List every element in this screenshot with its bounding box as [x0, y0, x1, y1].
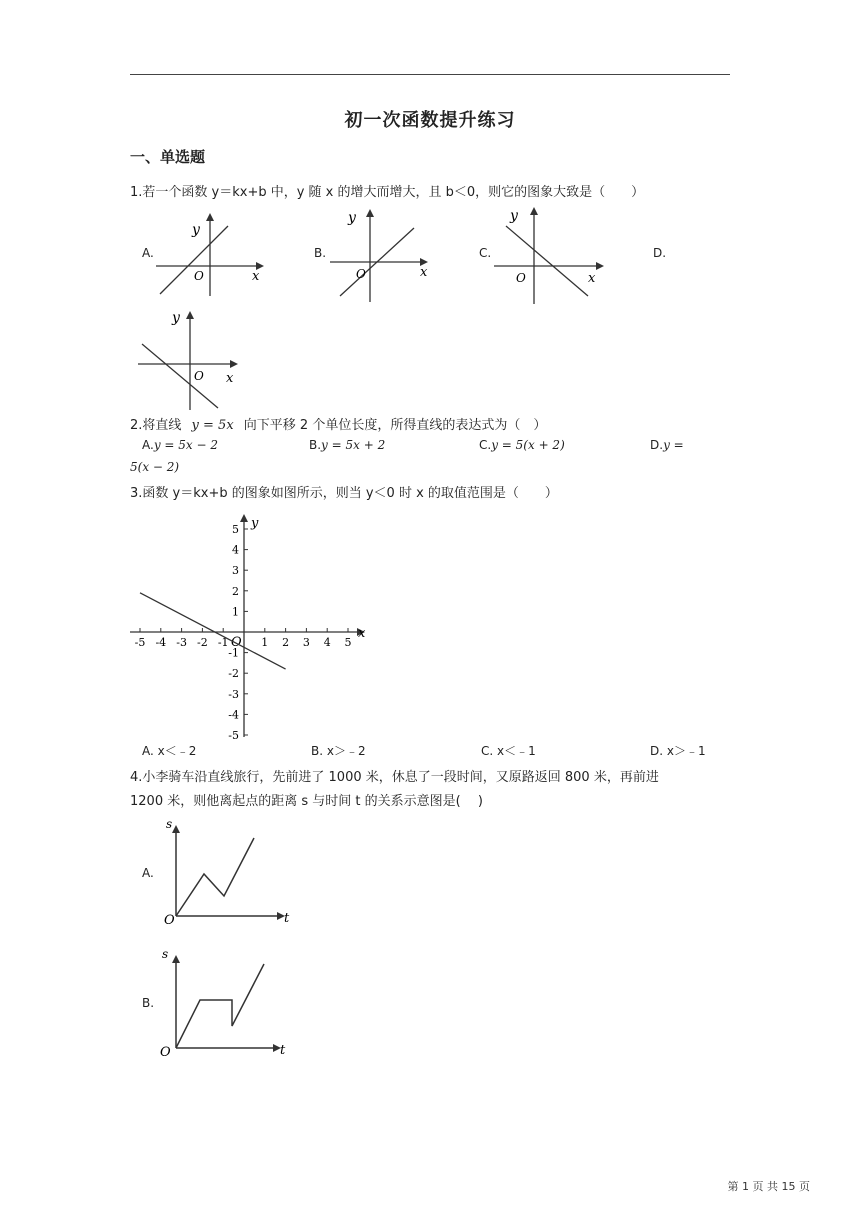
- q1-option-b-label: B.: [314, 246, 327, 260]
- y-tick-label--1: -1: [228, 646, 239, 660]
- q1-option-a-label: A.: [142, 246, 154, 260]
- s-axis-arrow: [172, 825, 180, 833]
- q3-chart: [128, 500, 372, 740]
- q2-option-a: A.y = 5x − 2: [142, 438, 218, 452]
- y-label: y: [172, 310, 180, 326]
- y-axis-label: y: [251, 516, 259, 531]
- graph-line: [176, 838, 254, 916]
- y-tick-label-4: 4: [232, 543, 239, 557]
- q1-graph-c: [494, 202, 610, 306]
- question-1-text: 1.若一个函数 y＝kx+b 中，y 随 x 的增大而增大，且 b＜0，则它的图象大致是（ ）: [130, 185, 645, 200]
- y-label: y: [192, 222, 200, 238]
- graph-line: [142, 344, 218, 408]
- y-axis-arrow: [186, 311, 194, 319]
- y-label: y: [348, 210, 356, 226]
- y-tick-label--3: -3: [228, 687, 239, 701]
- section-heading: 一、单选题: [130, 148, 206, 166]
- y-tick-label--5: -5: [228, 729, 239, 740]
- x-axis-arrow: [230, 360, 238, 368]
- q4-graph-b: [158, 944, 294, 1060]
- q4-option-a-label: A.: [142, 866, 154, 880]
- t-label: t: [280, 1043, 286, 1058]
- page-footer: 第 1 页 共 15 页: [727, 1180, 810, 1193]
- x-label: x: [588, 271, 596, 286]
- x-tick-label--3: -3: [176, 636, 187, 649]
- s-axis-arrow: [172, 955, 180, 963]
- x-tick-label-3: 3: [302, 636, 310, 649]
- origin-label: O: [194, 369, 204, 383]
- y-axis-arrow: [240, 514, 248, 522]
- y-tick-label-5: 5: [232, 523, 239, 536]
- series-line-0: [140, 593, 286, 669]
- origin-label: O: [164, 913, 175, 926]
- q1-option-d-label: D.: [653, 246, 667, 260]
- x-tick-label-2: 2: [282, 636, 290, 649]
- q2-option-d-cont: 5(x − 2): [130, 460, 180, 474]
- x-tick-label--5: -5: [134, 636, 146, 649]
- x-tick-label--2: -2: [197, 636, 208, 649]
- q3-option-a: A. x＜﹣2: [142, 744, 197, 758]
- y-label: y: [510, 208, 518, 224]
- x-tick-label-5: 5: [344, 636, 352, 649]
- question-2-text: [130, 414, 546, 433]
- q2-option-b: B.y = 5x + 2: [309, 438, 386, 452]
- y-axis-arrow: [206, 213, 214, 221]
- y-tick-label-2: 2: [232, 584, 239, 598]
- x-axis-label: x: [358, 626, 366, 641]
- x-tick-label--1: -1: [217, 636, 229, 649]
- y-tick-label--4: -4: [228, 708, 239, 722]
- q4-graph-a: [158, 814, 294, 926]
- q3-option-b: B. x＞﹣2: [311, 744, 366, 758]
- q1-graph-b: [330, 204, 434, 304]
- q2-option-d: D.y =: [650, 438, 684, 452]
- y-tick-label--2: -2: [228, 667, 239, 681]
- q1-option-c-label: C.: [479, 246, 492, 260]
- x-label: x: [226, 371, 234, 386]
- y-axis-arrow: [530, 207, 538, 215]
- q2-option-c: C.y = 5(x + 2): [479, 438, 565, 452]
- s-label: s: [166, 817, 173, 831]
- t-label: t: [284, 911, 290, 926]
- origin-label: O: [516, 271, 526, 285]
- q1-graph-d: [138, 306, 244, 412]
- origin-label: O: [231, 635, 242, 650]
- x-tick-label-1: 1: [261, 636, 269, 649]
- x-label: x: [420, 265, 428, 280]
- q2-text-post: 向下平移 2 个单位长度，所得直线的表达式为（ ）: [243, 418, 547, 433]
- graph-line: [506, 226, 588, 296]
- origin-label: O: [160, 1045, 171, 1060]
- q3-option-c: C. x＜﹣1: [481, 744, 536, 758]
- origin-label: O: [194, 269, 204, 283]
- page-title: 初一次函数提升练习: [344, 110, 516, 131]
- origin-label: O: [356, 267, 366, 281]
- q2-expr: y = 5x: [191, 418, 234, 433]
- x-label: x: [252, 269, 260, 284]
- header-rule: [130, 74, 730, 75]
- s-label: s: [162, 947, 169, 961]
- graph-line: [176, 964, 264, 1048]
- q1-graph-a: [156, 208, 268, 300]
- x-tick-label--4: -4: [155, 636, 167, 649]
- question-4-line-2: 1200 米，则他离起点的距离 s 与时间 t 的关系示意图是( ): [130, 794, 483, 809]
- x-tick-label-4: 4: [323, 636, 331, 649]
- x-axis-arrow: [596, 262, 604, 270]
- q3-option-d: D. x＞﹣1: [650, 744, 706, 758]
- question-3-text: 3.函数 y＝kx+b 的图象如图所示，则当 y＜0 时 x 的取值范围是（ ）: [130, 486, 558, 501]
- question-4-line-1: 4.小李骑车沿直线旅行，先前进了 1000 米，休息了一段时间，又原路返回 800 米，再前进: [130, 770, 659, 785]
- y-tick-label-3: 3: [232, 564, 239, 578]
- y-tick-label-1: 1: [232, 605, 239, 619]
- q2-text-pre: 2.将直线: [130, 418, 182, 433]
- q4-option-b-label: B.: [142, 996, 155, 1010]
- y-axis-arrow: [366, 209, 374, 217]
